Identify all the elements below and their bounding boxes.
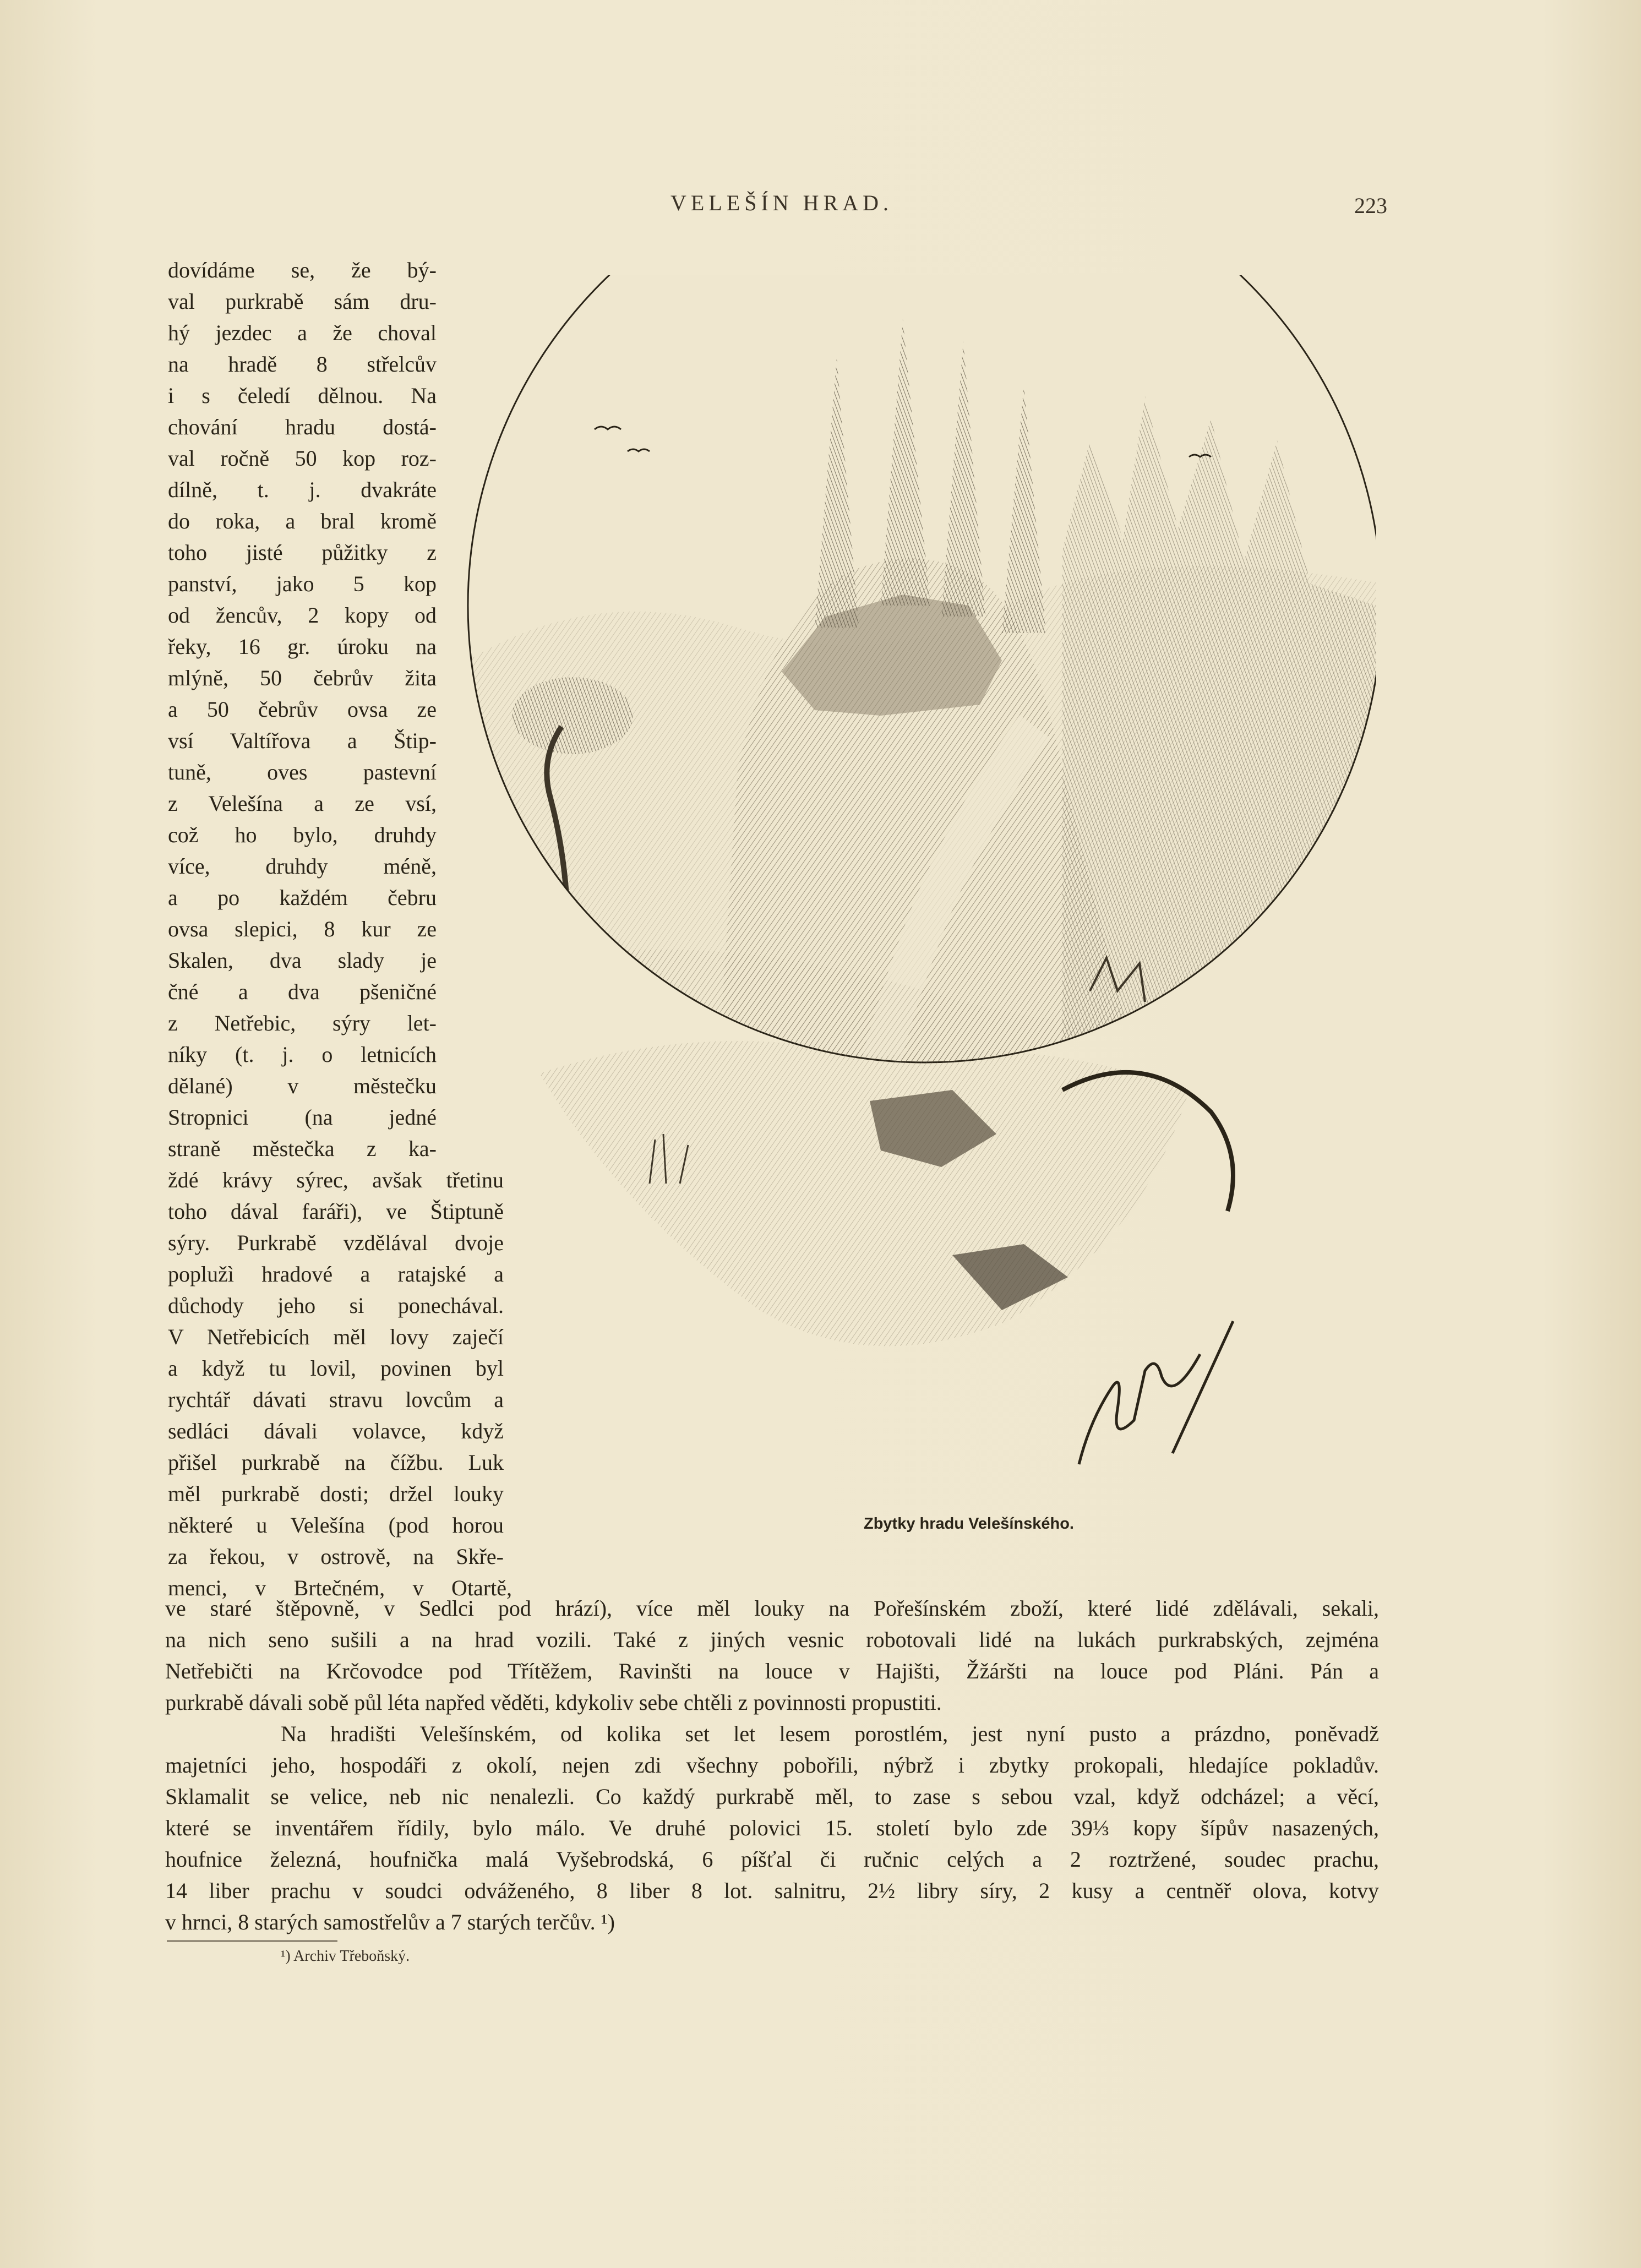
text-line: i s čeledí dělnou. Na [168,383,437,408]
text-line: panství, jako 5 kop [168,571,437,596]
text-line: V Netřebicích měl lovy zaječí [168,1324,504,1349]
text-line: do roka, a bral kromě [168,509,437,533]
text-line: více, druhdy méně, [168,854,437,879]
text-line: houfnice železná, houfnička malá Vyšebrodská, 6 píšťal či ručnic celých a 2 roztržené, soudec prachu, [165,1847,1379,1872]
text-line: přišel purkrabě na čížbu. Luk [168,1450,504,1475]
text-line: majetníci jeho, hospodáři z okolí, nejen zdi všechny pobořili, nýbrž i zbytky prokopali, hledajíce pokladův. [165,1753,1379,1778]
footnote-rule [167,1940,337,1942]
text-line: od žencův, 2 kopy od [168,603,437,628]
text-line: čné a dva pšeničné [168,979,437,1004]
text-line: sýry. Purkrabě vzdělával dvoje [168,1230,504,1255]
text-line: toho jisté půžitky z [168,540,437,565]
text-line: na hradě 8 střelcův [168,352,437,377]
artist-signature [1079,1321,1233,1464]
running-header-title: VELEŠÍN HRAD. [670,190,893,215]
text-line: a když tu lovil, povinen byl [168,1356,504,1381]
text-line: Skalen, dva slady je [168,948,437,973]
full-width-text [165,1593,1379,1938]
text-line: Na hradišti Velešínském, od kolika set let lesem porostlém, jest nyní pusto a prázdno, poněvadž [281,1721,1379,1746]
text-line: ve staré štěpovně, v Sedlci pod hrází), více měl louky na Pořešínském zboží, které lidé zdělávali, sekali, [165,1596,1379,1621]
text-line: toho dával faráři), ve Štiptuně [168,1199,504,1224]
text-line: které se inventářem řídily, bylo málo. Ve druhé polovici 15. století bylo zde 39⅓ kopy šípův nasazených, [165,1816,1379,1840]
text-line: chování hradu dostá- [168,415,437,439]
text-line: měl purkrabě dosti; držel louky [168,1481,504,1506]
text-line: a po každém čebru [168,885,437,910]
text-line: 14 liber prachu v soudci odváženého, 8 liber 8 lot. salnitru, 2½ libry síry, 2 kusy a centněř olova, kotvy [165,1878,1379,1903]
text-line: Stropnici (na jedné [168,1105,437,1130]
text-line: menci, v Brtečném, v Otartě, [168,1575,512,1600]
text-line: z Netřebic, sýry let- [168,1011,437,1035]
vignette-circle [429,275,1376,1101]
text-line: mlýně, 50 čebrův žita [168,666,437,690]
text-line: rychtář dávati stravu lovcům a [168,1387,504,1412]
text-line: v hrnci, 8 starých samostřelův a 7 starých terčův. ¹) [165,1910,615,1934]
text-line: za řekou, v ostrově, na Skře- [168,1544,504,1569]
text-line: a 50 čebrův ovsa ze [168,697,437,722]
text-line: poplužì hradové a ratajské a [168,1262,504,1286]
text-line: val purkrabě sám dru- [168,289,437,314]
text-line: na nich seno sušili a na hrad vozili. Také z jiných vesnic robotovali lidé na lukách purkrabských, zejména [165,1627,1379,1652]
page-number: 223 [1354,193,1387,218]
text-line: dovídáme se, že bý- [168,258,437,282]
text-line: dílně, t. j. dvakráte [168,477,437,502]
text-line: řeky, 16 gr. úroku na [168,634,437,659]
text-line: dělané) v městečku [168,1073,437,1098]
text-line: val ročně 50 kop roz- [168,446,437,471]
text-line: purkrabě dávali sobě půl léta napřed věděti, kdykoliv sebe chtěli z povinnosti propustiti. [165,1690,942,1715]
text-line: tuně, oves pastevní [168,760,437,784]
castle-ruins-engraving [429,275,1376,1514]
text-line: důchody jeho si ponechával. [168,1293,504,1318]
text-line: vsí Valtířova a Štip- [168,728,437,753]
text-line: což ho bylo, druhdy [168,822,437,847]
text-line: níky (t. j. o letnicích [168,1042,437,1067]
text-line: Sklamalit se velice, neb nic nenalezli. Co každý purkrabě měl, to zase s sebou vzal, když odcházel; a věcí, [165,1784,1379,1809]
text-line: Netřebičti na Krčovodce pod Třítěžem, Ravinšti na louce v Hajišti, Žžáršti na louce pod Pláni. Pán a [165,1659,1379,1683]
narrow-text-column [168,254,512,1604]
text-line: ovsa slepici, 8 kur ze [168,917,437,941]
text-line: hý jezdec a že choval [168,320,437,345]
text-line: ždé krávy sýrec, avšak třetinu [168,1168,504,1192]
text-line: z Velešína a ze vsí, [168,791,437,816]
text-line: sedláci dávali volavce, když [168,1419,504,1443]
footnote: ¹) Archiv Třeboňský. [281,1948,410,1965]
text-line: některé u Velešína (pod horou [168,1513,504,1538]
figure-caption: Zbytky hradu Velešínského. [864,1515,1074,1533]
text-line: straně městečka z ka- [168,1136,437,1161]
